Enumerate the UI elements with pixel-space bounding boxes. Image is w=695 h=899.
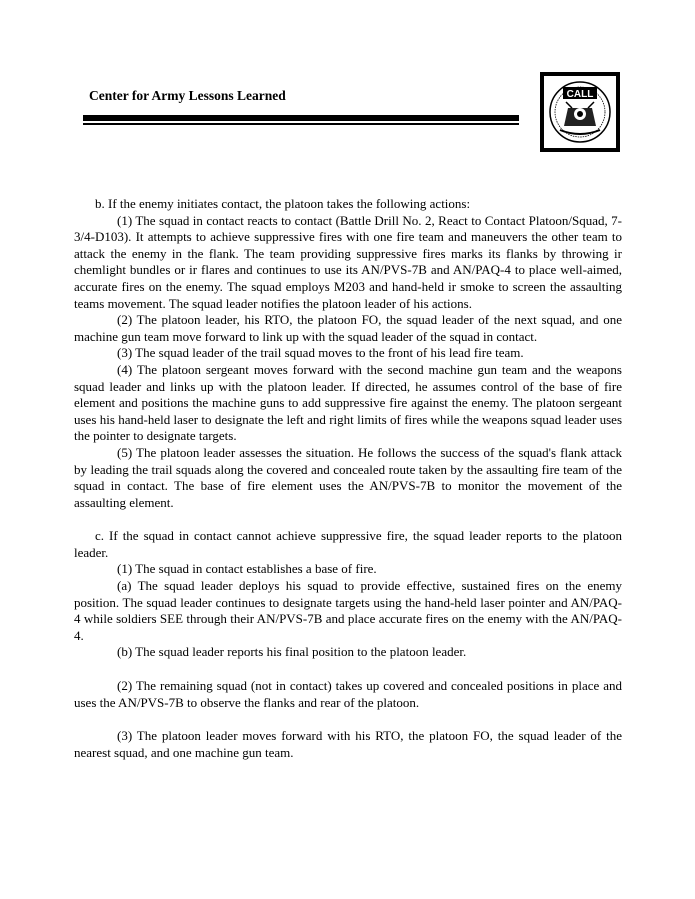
document-body bbox=[74, 196, 622, 761]
paragraph-b4: (4) The platoon sergeant moves forward with the second machine gun team and the weapons squad leader and links up with the platoon leader. If directed, he assumes control of the base of fire element and positions the machine guns to add suppressive fire against the enemy. The platoon sergeant uses his hand-held laser to designate the left and right limits of fires while the weapons squad leader uses the pointer to designate targets. bbox=[74, 361, 622, 444]
header-title: Center for Army Lessons Learned bbox=[89, 88, 286, 103]
paragraph-c1a: (a) The squad leader deploys his squad to provide effective, sustained fires on the enemy position. The squad leader continues to designate targets using the hand-held laser pointer and AN/PAQ-4 while soldiers SEE through their AN/PVS-7B and place accurate fires on the enemy with the AN/PAQ-4. bbox=[74, 578, 622, 643]
paragraph-b3: (3) The squad leader of the trail squad moves to the front of his lead fire team. bbox=[117, 345, 524, 361]
paragraph-c3: (3) The platoon leader moves forward with his RTO, the platoon FO, the squad leader of the nearest squad, and one machine gun team. bbox=[74, 728, 622, 760]
section-spacer bbox=[74, 511, 622, 528]
paragraph-c-intro: c. If the squad in contact cannot achieve suppressive fire, the squad leader reports to the platoon leader. bbox=[74, 528, 622, 560]
call-logo-emblem-icon bbox=[546, 78, 614, 146]
paragraph-b5: (5) The platoon leader assesses the situation. He follows the success of the squad's flank attack by leading the trail squads along the covered and concealed route taken by the assaulting fire team of the squad in contact. The base of fire element uses the AN/PVS-7B to monitor the movement of the assaulting element. bbox=[74, 444, 622, 510]
paragraph-c2: (2) The remaining squad (not in contact) takes up covered and concealed positions in place and uses the AN/PVS-7B to observe the flanks and rear of the platoon. bbox=[74, 678, 622, 710]
paragraph-c1: (1) The squad in contact establishes a base of fire. bbox=[117, 561, 377, 577]
paragraph-b2: (2) The platoon leader, his RTO, the platoon FO, the squad leader of the next squad, and one machine gun team move forward to link up with the squad leader of the squad in contact. bbox=[74, 312, 622, 344]
section-spacer bbox=[74, 711, 622, 728]
header-rule-thin bbox=[83, 123, 519, 125]
paragraph-b-intro: b. If the enemy initiates contact, the platoon takes the following actions: bbox=[95, 196, 471, 211]
header-rule-thick bbox=[83, 115, 519, 121]
paragraph-b1: (1) The squad in contact reacts to contact (Battle Drill No. 2, React to Contact Platoon/Squad, 7-3/4-D103). It attempts to achieve suppressive fires with one fire team and maneuvers the other team to attack the enemy in the flank. The team providing suppressive fires marks its flanks by throwing ir chemlight bundles or ir flares and continues to use its AN/PVS-7B and AN/PAQ-4 to place well-aimed, accurate fires on the enemy. The squad employs M203 and hand-held ir smoke to screen the assaulting teams movement. The squad leader notifies the platoon leader of his actions. bbox=[74, 212, 622, 311]
section-spacer bbox=[74, 661, 622, 678]
logo-text: CALL bbox=[566, 89, 594, 100]
call-logo bbox=[540, 72, 620, 152]
paragraph-c1b: (b) The squad leader reports his final position to the platoon leader. bbox=[117, 644, 467, 660]
